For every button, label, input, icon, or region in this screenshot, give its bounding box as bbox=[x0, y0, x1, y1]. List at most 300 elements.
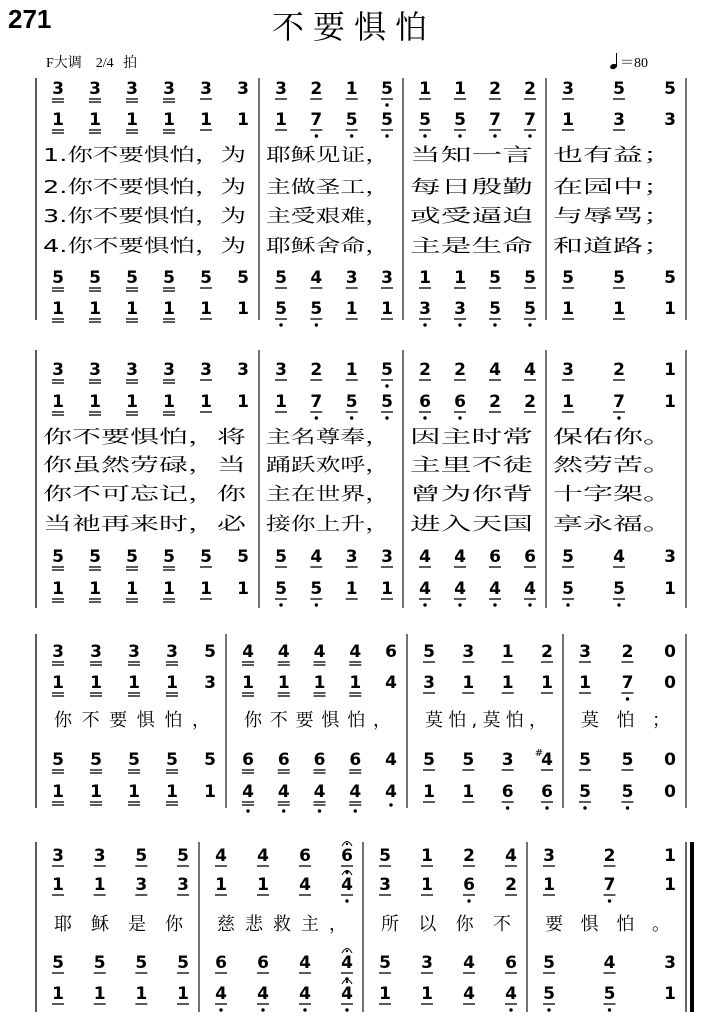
note: 3 bbox=[562, 79, 574, 99]
note: 1 bbox=[664, 579, 676, 599]
note: 6 bbox=[299, 846, 311, 866]
note: 0 bbox=[664, 673, 676, 693]
note: 5 bbox=[204, 750, 216, 770]
low-octave-dot bbox=[345, 899, 348, 902]
note: 5 bbox=[345, 110, 358, 130]
lyric-line: 主受艰难， bbox=[266, 206, 390, 227]
note: 3 bbox=[126, 79, 138, 99]
note: 1 bbox=[562, 299, 574, 319]
low-octave-dot bbox=[354, 809, 357, 812]
low-octave-dot bbox=[528, 134, 531, 137]
note: 4 bbox=[541, 750, 553, 770]
note: 4 bbox=[277, 782, 290, 802]
low-octave-dot bbox=[345, 1008, 348, 1011]
lyric-line: 因主时常 bbox=[410, 427, 533, 448]
note: 6 bbox=[349, 750, 362, 770]
hymn-number: 271 bbox=[8, 4, 52, 34]
note: 2 bbox=[489, 79, 501, 99]
note: 5 bbox=[489, 299, 501, 319]
note: 3 bbox=[454, 299, 466, 319]
low-octave-dot bbox=[493, 603, 496, 606]
lyric-line: 主在世界， bbox=[266, 484, 390, 505]
note: 4 bbox=[299, 875, 311, 895]
note: 4 bbox=[524, 360, 536, 380]
note: 1 bbox=[242, 673, 254, 693]
note: 1 bbox=[275, 110, 287, 130]
note: 4 bbox=[385, 782, 397, 802]
note: 3 bbox=[237, 360, 249, 380]
note: 1 bbox=[419, 268, 431, 288]
note: 1 bbox=[200, 110, 212, 130]
low-octave-dot bbox=[350, 134, 353, 137]
note: 1 bbox=[501, 673, 514, 693]
low-octave-dot bbox=[246, 809, 249, 812]
note: 5 bbox=[126, 268, 138, 288]
note: 1 bbox=[204, 782, 216, 802]
lyric-line: 当知一言 bbox=[410, 145, 533, 166]
note: 1 bbox=[541, 673, 553, 693]
lyric-line: 1.你不要惧怕，为 bbox=[43, 145, 246, 166]
lyric-line: 接你上升， bbox=[266, 514, 390, 535]
note: 1 bbox=[275, 392, 287, 412]
note: 5 bbox=[163, 268, 175, 288]
note: 4 bbox=[310, 547, 323, 567]
note: 1 bbox=[313, 673, 326, 693]
low-octave-dot bbox=[458, 603, 461, 606]
lyric-line: 莫怕； bbox=[581, 710, 670, 731]
note: 3 bbox=[345, 547, 358, 567]
note: 3 bbox=[381, 547, 393, 567]
key-and-meter: F大调 2/4 拍 bbox=[46, 56, 138, 71]
note: 5 bbox=[275, 268, 287, 288]
note: 1 bbox=[664, 392, 676, 412]
note: 5 bbox=[93, 953, 106, 973]
note: 1 bbox=[163, 110, 175, 130]
note: 0 bbox=[664, 750, 676, 770]
note: 1 bbox=[257, 875, 269, 895]
low-octave-dot bbox=[509, 1008, 512, 1011]
note: 1 bbox=[126, 110, 138, 130]
low-octave-dot bbox=[315, 603, 318, 606]
lyric-line: 4.你不要惧怕，为 bbox=[43, 236, 246, 257]
note: 1 bbox=[200, 579, 212, 599]
note: 3 bbox=[275, 79, 287, 99]
note: 2 bbox=[463, 846, 475, 866]
note: 1 bbox=[163, 579, 175, 599]
note: 6 bbox=[419, 392, 431, 412]
lyric-line: 你不要惧怕， bbox=[54, 710, 210, 731]
note: 1 bbox=[126, 392, 138, 412]
note: 5 bbox=[52, 268, 64, 288]
low-octave-dot bbox=[423, 603, 426, 606]
low-octave-dot bbox=[423, 134, 426, 137]
note: 1 bbox=[419, 79, 431, 99]
note: 1 bbox=[613, 299, 625, 319]
tempo-value: ＝80 bbox=[620, 56, 648, 71]
note: 1 bbox=[345, 299, 358, 319]
note: 4 bbox=[215, 984, 227, 1004]
note: 5 bbox=[454, 110, 466, 130]
note: 3 bbox=[90, 642, 102, 662]
note: 4 bbox=[489, 360, 501, 380]
note: 5 bbox=[52, 750, 64, 770]
note: 5 bbox=[381, 110, 393, 130]
note: 4 bbox=[349, 642, 362, 662]
low-octave-dot bbox=[493, 323, 496, 326]
note: 5 bbox=[52, 547, 64, 567]
note: 1 bbox=[52, 110, 64, 130]
lyric-line: 主里不徒 bbox=[410, 455, 533, 476]
note: 5 bbox=[379, 846, 391, 866]
low-octave-dot bbox=[423, 323, 426, 326]
note: 2 bbox=[419, 360, 431, 380]
lyric-line: 莫怕,莫怕， bbox=[425, 710, 547, 731]
note: 5 bbox=[310, 299, 323, 319]
note: 3 bbox=[200, 79, 212, 99]
note: 1 bbox=[126, 579, 138, 599]
note: 2 bbox=[541, 642, 553, 662]
note: 5 bbox=[462, 750, 475, 770]
lyric-line: 十字架。 bbox=[553, 484, 673, 505]
note: 5 bbox=[177, 846, 189, 866]
note: 1 bbox=[664, 846, 676, 866]
note: 1 bbox=[52, 392, 64, 412]
note: 4 bbox=[299, 984, 311, 1004]
note: 4 bbox=[310, 268, 323, 288]
lyric-line: 2.你不要惧怕，为 bbox=[43, 177, 246, 198]
note: 6 bbox=[242, 750, 254, 770]
note: 2 bbox=[310, 79, 323, 99]
note: 1 bbox=[128, 673, 140, 693]
note: 4 bbox=[341, 875, 353, 895]
note: 4 bbox=[454, 547, 466, 567]
low-octave-dot bbox=[282, 809, 285, 812]
note: 6 bbox=[215, 953, 227, 973]
note: 6 bbox=[341, 846, 353, 866]
note: 1 bbox=[664, 360, 676, 380]
low-octave-dot bbox=[566, 603, 569, 606]
lyric-line: 保佑你。 bbox=[553, 427, 673, 448]
note: 5 bbox=[275, 299, 287, 319]
note: 4 bbox=[341, 984, 353, 1004]
lyric-line: 主名尊奉， bbox=[266, 427, 390, 448]
note: 5 bbox=[613, 268, 625, 288]
note: 5 bbox=[562, 268, 574, 288]
low-octave-dot bbox=[315, 416, 318, 419]
lyric-line: 你不要惧怕， bbox=[244, 710, 391, 731]
note: 4 bbox=[385, 673, 397, 693]
note: 1 bbox=[421, 875, 433, 895]
note: 3 bbox=[204, 673, 216, 693]
low-octave-dot bbox=[528, 603, 531, 606]
note: 3 bbox=[93, 846, 106, 866]
note: 1 bbox=[421, 984, 433, 1004]
note: 1 bbox=[379, 984, 391, 1004]
note: 4 bbox=[419, 579, 431, 599]
note: 4 bbox=[299, 953, 311, 973]
note: 5 bbox=[423, 750, 435, 770]
note: 2 bbox=[489, 392, 501, 412]
note: 5 bbox=[613, 579, 625, 599]
note: 3 bbox=[89, 360, 101, 380]
note: 1 bbox=[454, 268, 466, 288]
note: 5 bbox=[200, 268, 212, 288]
note: 1 bbox=[52, 673, 64, 693]
note: 1 bbox=[177, 984, 189, 1004]
low-octave-dot bbox=[389, 803, 392, 806]
note: 3 bbox=[126, 360, 138, 380]
lyric-line: 或受逼迫 bbox=[410, 206, 533, 227]
low-octave-dot bbox=[303, 1008, 306, 1011]
note: 4 bbox=[613, 547, 625, 567]
note: 3 bbox=[177, 875, 189, 895]
note: 5 bbox=[126, 547, 138, 567]
note: 2 bbox=[505, 875, 517, 895]
note: 1 bbox=[501, 642, 514, 662]
note: 3 bbox=[562, 360, 574, 380]
lyric-line: 慈悲救主， bbox=[217, 914, 347, 935]
note: 1 bbox=[52, 782, 64, 802]
lyric-line: 享永福。 bbox=[553, 514, 673, 535]
note: 4 bbox=[257, 984, 269, 1004]
low-octave-dot bbox=[583, 806, 586, 809]
note: 6 bbox=[541, 782, 553, 802]
note: 1 bbox=[237, 299, 249, 319]
note: 5 bbox=[310, 579, 323, 599]
sharp-sign: # bbox=[534, 748, 544, 759]
note: 3 bbox=[613, 110, 625, 130]
note: 5 bbox=[89, 268, 101, 288]
note: 7 bbox=[613, 392, 625, 412]
note: 1 bbox=[277, 673, 290, 693]
note: 3 bbox=[52, 360, 64, 380]
note: 5 bbox=[200, 547, 212, 567]
note: 5 bbox=[381, 360, 393, 380]
note: 6 bbox=[463, 875, 475, 895]
note: 1 bbox=[93, 984, 106, 1004]
note: 5 bbox=[664, 268, 676, 288]
note: 2 bbox=[310, 360, 323, 380]
note: 4 bbox=[385, 750, 397, 770]
note: 6 bbox=[277, 750, 290, 770]
note: 2 bbox=[524, 79, 536, 99]
note: 5 bbox=[135, 846, 148, 866]
note: 5 bbox=[621, 750, 634, 770]
fermata-dot bbox=[346, 843, 348, 845]
note: 3 bbox=[381, 268, 393, 288]
note: 1 bbox=[135, 984, 148, 1004]
note: 3 bbox=[89, 79, 101, 99]
low-octave-dot bbox=[608, 1008, 611, 1011]
note: 5 bbox=[237, 547, 249, 567]
low-octave-dot bbox=[467, 899, 470, 902]
low-octave-dot bbox=[545, 806, 548, 809]
note: 2 bbox=[454, 360, 466, 380]
note: 5 bbox=[664, 79, 676, 99]
note: 5 bbox=[90, 750, 102, 770]
lyric-line: 所以你不 bbox=[381, 914, 511, 935]
note: 6 bbox=[257, 953, 269, 973]
note: 1 bbox=[89, 392, 101, 412]
note: 3 bbox=[128, 642, 140, 662]
lyric-line: 主做圣工， bbox=[266, 177, 390, 198]
low-octave-dot bbox=[528, 323, 531, 326]
note: 1 bbox=[349, 673, 362, 693]
fermata-dot bbox=[346, 981, 348, 983]
note: 5 bbox=[613, 79, 625, 99]
note: 5 bbox=[275, 547, 287, 567]
note: 5 bbox=[275, 579, 287, 599]
note: 6 bbox=[454, 392, 466, 412]
note: 6 bbox=[385, 642, 397, 662]
note: 2 bbox=[613, 360, 625, 380]
note: 5 bbox=[166, 750, 178, 770]
note: 3 bbox=[52, 642, 64, 662]
note: 0 bbox=[664, 782, 676, 802]
lyric-line: 与辱骂； bbox=[553, 206, 673, 227]
note: 6 bbox=[524, 547, 536, 567]
note: 1 bbox=[52, 875, 64, 895]
note: 5 bbox=[204, 642, 216, 662]
note: 3 bbox=[664, 110, 676, 130]
note: 3 bbox=[135, 875, 148, 895]
note: 4 bbox=[505, 846, 517, 866]
note: 7 bbox=[310, 392, 323, 412]
low-octave-dot bbox=[261, 1008, 264, 1011]
note: 2 bbox=[603, 846, 616, 866]
note: 1 bbox=[90, 782, 102, 802]
note: 1 bbox=[166, 782, 178, 802]
low-octave-dot bbox=[626, 806, 629, 809]
lyric-line: 然劳苦。 bbox=[553, 455, 673, 476]
note: 1 bbox=[237, 579, 249, 599]
note: 7 bbox=[621, 673, 634, 693]
note: 5 bbox=[621, 782, 634, 802]
note: 1 bbox=[423, 782, 435, 802]
low-octave-dot bbox=[458, 323, 461, 326]
note: 5 bbox=[579, 782, 591, 802]
note: 1 bbox=[200, 299, 212, 319]
note: 4 bbox=[603, 953, 616, 973]
note: 7 bbox=[310, 110, 323, 130]
note: 1 bbox=[126, 299, 138, 319]
note: 1 bbox=[454, 79, 466, 99]
note: 1 bbox=[90, 673, 102, 693]
note: 1 bbox=[345, 79, 358, 99]
note: 1 bbox=[345, 360, 358, 380]
note: 5 bbox=[524, 299, 536, 319]
lyric-line: 和道路； bbox=[553, 236, 673, 257]
note: 5 bbox=[237, 268, 249, 288]
note: 5 bbox=[562, 547, 574, 567]
note: 4 bbox=[215, 846, 227, 866]
note: 3 bbox=[421, 953, 433, 973]
note: 5 bbox=[603, 984, 616, 1004]
note: 7 bbox=[603, 875, 616, 895]
low-octave-dot bbox=[385, 384, 388, 387]
note: 3 bbox=[275, 360, 287, 380]
note: 7 bbox=[524, 110, 536, 130]
low-octave-dot bbox=[385, 134, 388, 137]
note: 1 bbox=[562, 392, 574, 412]
note: 1 bbox=[89, 299, 101, 319]
low-octave-dot bbox=[617, 416, 620, 419]
lyric-line: 也有益； bbox=[553, 145, 673, 166]
low-octave-dot bbox=[279, 603, 282, 606]
note: 4 bbox=[463, 953, 475, 973]
lyric-line: 曾为你背 bbox=[410, 484, 533, 505]
note: 3 bbox=[501, 750, 514, 770]
note: 4 bbox=[257, 846, 269, 866]
low-octave-dot bbox=[423, 416, 426, 419]
note: 1 bbox=[664, 299, 676, 319]
note: 5 bbox=[381, 392, 393, 412]
lyric-line: 耶稣舍命， bbox=[266, 236, 390, 257]
lyric-line: 3.你不要惧怕，为 bbox=[43, 206, 246, 227]
lyric-line: 主是生命 bbox=[410, 236, 533, 257]
note: 6 bbox=[313, 750, 326, 770]
low-octave-dot bbox=[608, 899, 611, 902]
note: 3 bbox=[462, 642, 475, 662]
note: 1 bbox=[52, 579, 64, 599]
note: 3 bbox=[423, 673, 435, 693]
lyric-line: 耶稣是你 bbox=[54, 914, 183, 935]
note: 1 bbox=[128, 782, 140, 802]
low-octave-dot bbox=[279, 323, 282, 326]
note: 3 bbox=[543, 846, 555, 866]
note: 5 bbox=[379, 953, 391, 973]
low-octave-dot bbox=[493, 134, 496, 137]
note: 5 bbox=[489, 268, 501, 288]
note: 1 bbox=[381, 299, 393, 319]
note: 1 bbox=[93, 875, 106, 895]
note: 5 bbox=[163, 547, 175, 567]
note: 3 bbox=[345, 268, 358, 288]
note: 3 bbox=[166, 642, 178, 662]
note: 1 bbox=[166, 673, 178, 693]
note: 1 bbox=[543, 875, 555, 895]
note: 3 bbox=[200, 360, 212, 380]
note: 1 bbox=[664, 984, 676, 1004]
note: 5 bbox=[345, 392, 358, 412]
low-octave-dot bbox=[385, 103, 388, 106]
note: 4 bbox=[341, 953, 353, 973]
note: 1 bbox=[163, 392, 175, 412]
note: 4 bbox=[242, 782, 254, 802]
note: 6 bbox=[505, 953, 517, 973]
low-octave-dot bbox=[626, 697, 629, 700]
note: 1 bbox=[237, 392, 249, 412]
note: 1 bbox=[215, 875, 227, 895]
low-octave-dot bbox=[458, 416, 461, 419]
note: 5 bbox=[579, 750, 591, 770]
note: 1 bbox=[52, 299, 64, 319]
note: 6 bbox=[489, 547, 501, 567]
low-octave-dot bbox=[506, 806, 509, 809]
note: 5 bbox=[524, 268, 536, 288]
note: 5 bbox=[543, 953, 555, 973]
note: 4 bbox=[313, 782, 326, 802]
low-octave-dot bbox=[219, 1008, 222, 1011]
low-octave-dot bbox=[315, 323, 318, 326]
note: 5 bbox=[52, 953, 64, 973]
note: 1 bbox=[381, 579, 393, 599]
note: 1 bbox=[345, 579, 358, 599]
note: 2 bbox=[621, 642, 634, 662]
note: 3 bbox=[664, 953, 676, 973]
note: 4 bbox=[242, 642, 254, 662]
note: 5 bbox=[419, 110, 431, 130]
